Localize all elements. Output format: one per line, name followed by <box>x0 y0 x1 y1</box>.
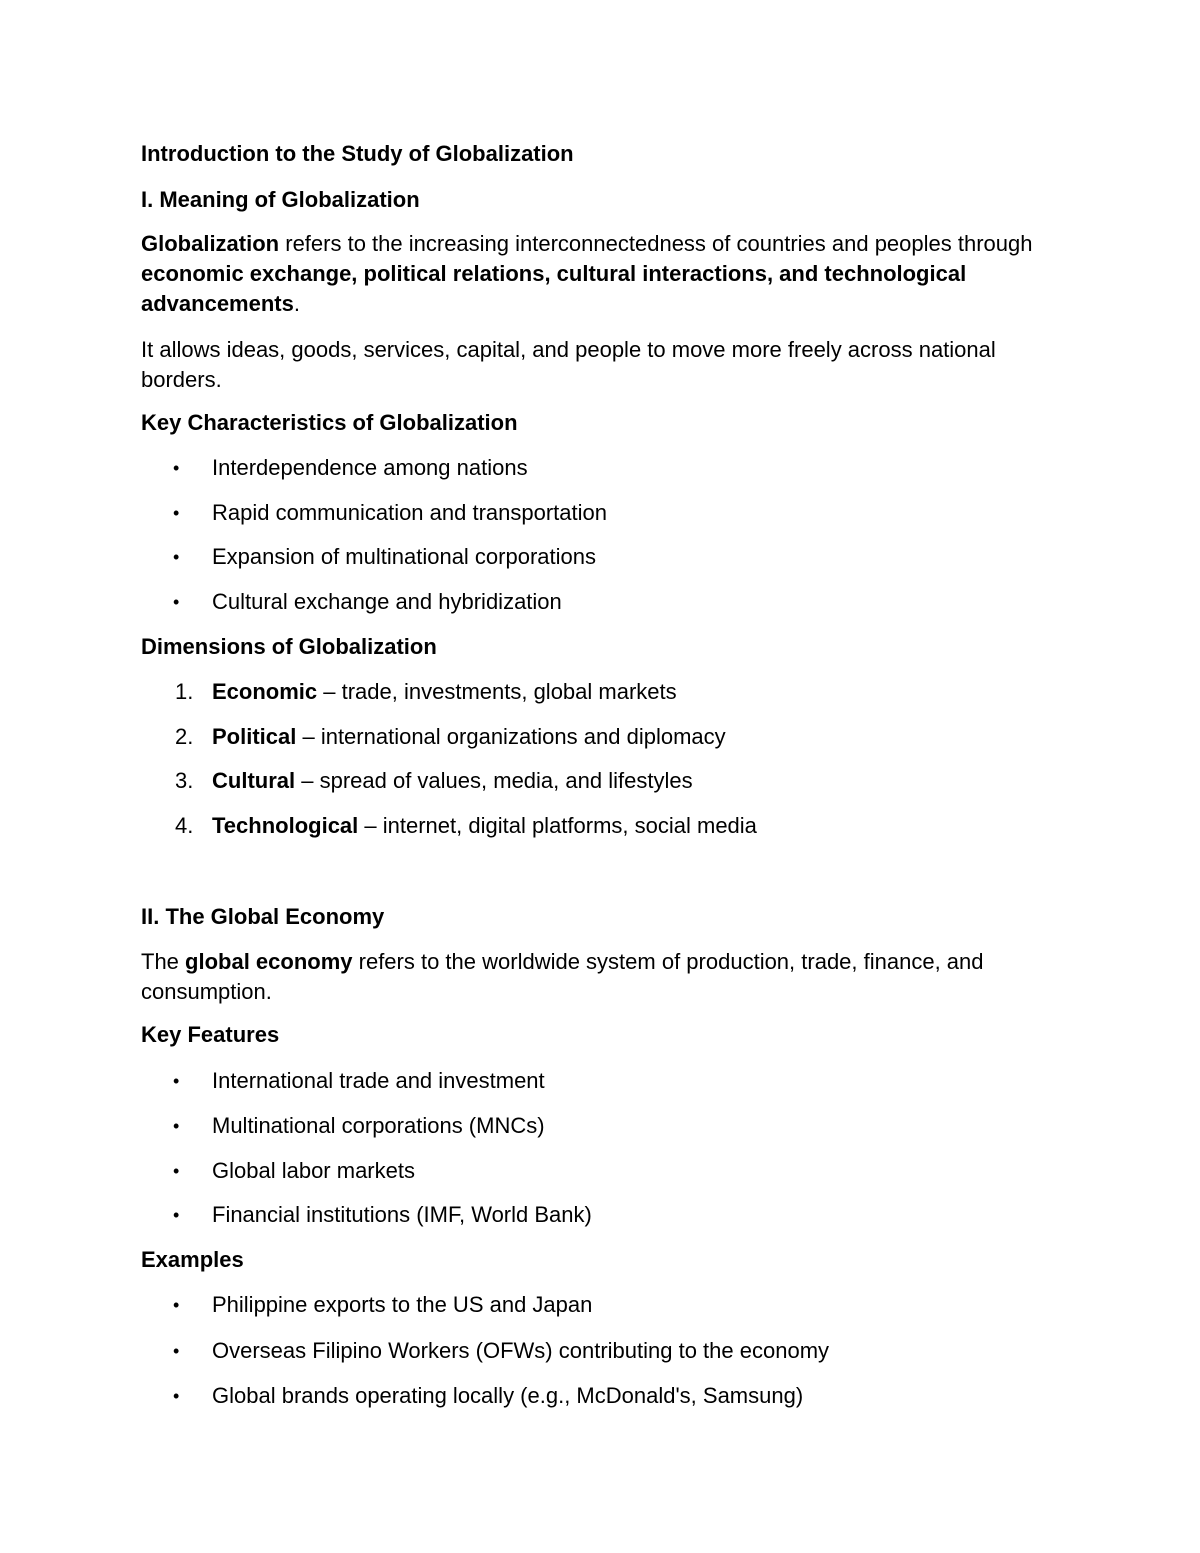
globalization-definition <box>141 229 1041 319</box>
bullet-icon: • <box>173 1071 180 1091</box>
bullet-icon: • <box>173 1341 180 1361</box>
global-economy-definition: The global economy refers to the worldwide system of production, trade, finance, and consumption. <box>141 949 984 1004</box>
characteristics-heading: Key Characteristics of Globalization <box>141 410 518 435</box>
globalization-description: It allows ideas, goods, services, capital, and people to move more freely across national borders. <box>141 337 996 392</box>
definition-end: . <box>293 291 300 316</box>
dimensions-heading: Dimensions of Globalization <box>141 634 437 659</box>
list-item: • Global labor markets <box>141 1156 1041 1186</box>
list-item: • Multinational corporations (MNCs) <box>141 1111 1041 1141</box>
list-item: • International trade and investment <box>141 1066 1041 1096</box>
list-number: 4. <box>175 813 194 838</box>
list-number: 1. <box>175 679 194 704</box>
features-list <box>141 1066 1041 1230</box>
list-item: 3. Cultural – spread of values, media, and lifestyles <box>141 766 1041 796</box>
bullet-icon: • <box>173 1295 180 1315</box>
list-item: • Cultural exchange and hybridization <box>141 587 1041 617</box>
list-item: • Financial institutions (IMF, World Bank) <box>141 1200 1041 1230</box>
list-number: 3. <box>175 768 194 793</box>
list-item: • Expansion of multinational corporations <box>141 542 1041 572</box>
features-heading: Key Features <box>141 1022 280 1047</box>
definition-bold-list: economic exchange, political relations, cultural interactions, and technological advancements <box>141 261 967 316</box>
examples-list <box>141 1290 1041 1411</box>
definition-text: refers to the worldwide system of production, trade, finance, and consumption. <box>141 949 984 1004</box>
bullet-icon: • <box>173 1386 180 1406</box>
list-item: • Global brands operating locally (e.g., McDonald's, Samsung) <box>141 1381 1041 1411</box>
definition-text: refers to the increasing interconnectedness of countries and peoples through <box>279 231 1033 256</box>
list-item: 2. Political – international organizations and diplomacy <box>141 722 1041 752</box>
characteristics-list <box>141 453 1041 617</box>
section-2-heading: II. The Global Economy <box>141 904 385 929</box>
list-item: • Overseas Filipino Workers (OFWs) contributing to the economy <box>141 1336 1041 1366</box>
definition-term: Globalization <box>141 231 280 256</box>
bullet-icon: • <box>173 458 180 478</box>
bullet-icon: • <box>173 1205 180 1225</box>
list-item: 1. Economic – trade, investments, global markets <box>141 677 1041 707</box>
section-1-heading: I. Meaning of Globalization <box>141 187 420 212</box>
list-item: 4. Technological – internet, digital platforms, social media <box>141 811 1041 841</box>
dimensions-list <box>141 677 1041 841</box>
list-number: 2. <box>175 724 194 749</box>
examples-heading: Examples <box>141 1247 244 1272</box>
bullet-icon: • <box>173 547 180 567</box>
bullet-icon: • <box>173 1116 180 1136</box>
bullet-icon: • <box>173 592 180 612</box>
list-item: • Philippine exports to the US and Japan <box>141 1290 1041 1320</box>
bullet-icon: • <box>173 503 180 523</box>
list-item: • Rapid communication and transportation <box>141 498 1041 528</box>
bullet-icon: • <box>173 1161 180 1181</box>
definition-term: global economy <box>185 949 353 974</box>
list-item: • Interdependence among nations <box>141 453 1041 483</box>
document-title: Introduction to the Study of Globalization <box>141 141 574 166</box>
